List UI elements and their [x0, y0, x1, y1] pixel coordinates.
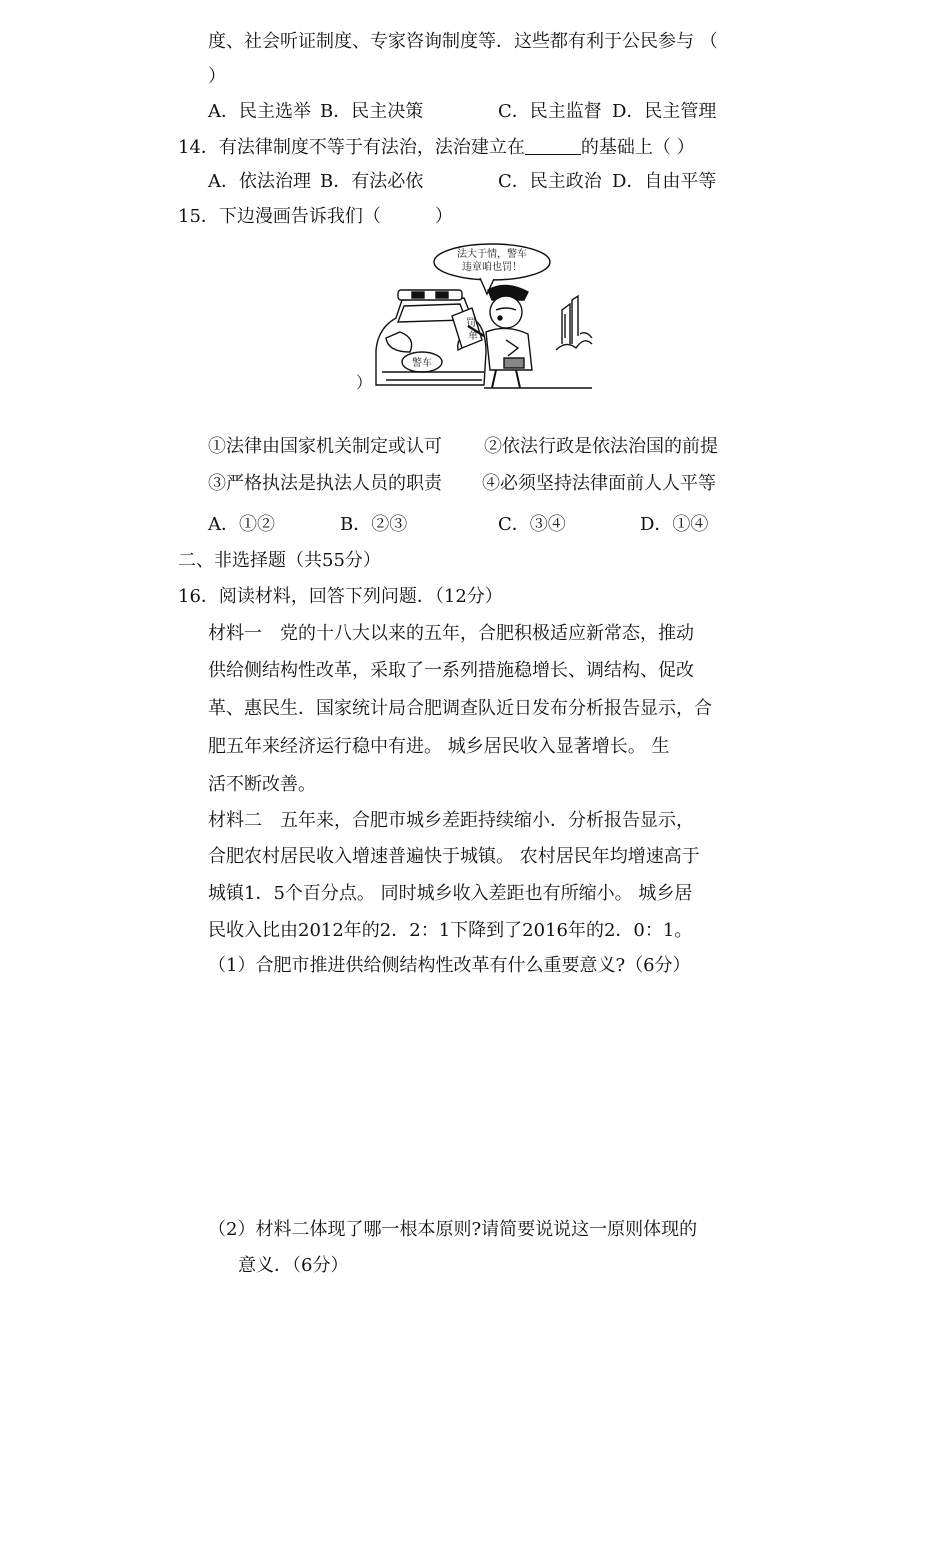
q14-stem: [178, 136, 695, 159]
q13-line2: ）: [208, 66, 226, 87]
q15-option-c: C．③④: [498, 514, 566, 535]
q16-subquestion-2-line1: （2）材料二体现了哪一根本原则?请简要说说这一原则体现的: [208, 1219, 698, 1240]
q16-material2-line4: 民收入比由2012年的2．2：1下降到了2016年的2．0：1。: [208, 920, 693, 941]
bubble-text-line2: 违章咱也罚！: [462, 262, 522, 273]
q13-option-c: C．民主监督: [498, 101, 602, 122]
q15-statement-2: ②依法行政是依法治国的前提: [484, 436, 718, 457]
q15-option-d: D．①④: [640, 514, 709, 535]
q13-line1: 度、社会听证制度、专家咨询制度等．这些都有利于公民参与 （: [208, 31, 718, 52]
q15-statement-1: ①法律由国家机关制定或认可: [208, 436, 442, 457]
q14-stem-after: 的基础上（ ）: [580, 137, 695, 158]
q15-stem: 15．下边漫画告诉我们（ ）: [178, 206, 453, 227]
q16-material1-line3: 革、惠民生．国家统计局合肥调查队近日发布分析报告显示，合: [208, 698, 712, 719]
q15-statement-4: ④必须坚持法律面前人人平等: [482, 473, 716, 494]
ticket-text-line1: 罚: [466, 318, 476, 329]
q14-stem-before: 14．有法律制度不等于有法治，法治建立在: [178, 137, 525, 158]
building-icon: [562, 304, 570, 344]
q13-option-a: A．民主选举: [208, 101, 311, 122]
q16-material1-line2: 供给侧结构性改革，采取了一系列措施稳增长、调结构、促改: [208, 660, 694, 681]
q16-subquestion-2-line2: 意义．（6分）: [238, 1255, 349, 1276]
q16-material1-line4: 肥五年来经济运行稳中有进。 城乡居民收入显著增长。 生: [208, 736, 670, 757]
q16-material2-line2: 合肥农村居民收入增速普遍快于城镇。 农村居民年均增速高于: [208, 846, 700, 867]
q15-option-a: A．①②: [208, 514, 275, 535]
stray-paren: ）: [356, 373, 373, 392]
q14-option-c: C．民主政治: [498, 171, 602, 192]
q14-option-b: B．有法必依: [320, 171, 424, 192]
q16-subquestion-1: （1）合肥市推进供给侧结构性改革有什么重要意义?（6分）: [208, 955, 691, 976]
q13-option-b: B．民主决策: [320, 101, 424, 122]
q14-blank: [525, 136, 581, 155]
q14-option-d: D．自由平等: [612, 171, 717, 192]
q15-option-b: B．②③: [340, 514, 408, 535]
q16-stem: 16．阅读材料，回答下列问题．（12分）: [178, 586, 503, 607]
q16-material1-line1: 材料一 党的十八大以来的五年，合肥积极适应新常态，推动: [208, 623, 694, 644]
q16-material1-line5: 活不断改善。: [208, 774, 316, 795]
q16-material2-line3: 城镇1．5个百分点。 同时城乡收入差距也有所缩小。 城乡居: [208, 883, 693, 904]
section2-title: 二、非选择题（共55分）: [178, 550, 381, 571]
q16-material2-line1: 材料二 五年来，合肥市城乡差距持续缩小．分析报告显示，: [208, 810, 694, 831]
police-cartoon: [356, 240, 596, 392]
q15-statement-3: ③严格执法是执法人员的职责: [208, 473, 442, 494]
car-label: 警车: [412, 358, 432, 369]
ticket-text-line2: 单: [468, 331, 478, 342]
q13-option-d: D．民主管理: [612, 101, 717, 122]
bubble-text-line1: 法大于情，警车: [457, 249, 527, 260]
q14-option-a: A．依法治理: [208, 171, 311, 192]
